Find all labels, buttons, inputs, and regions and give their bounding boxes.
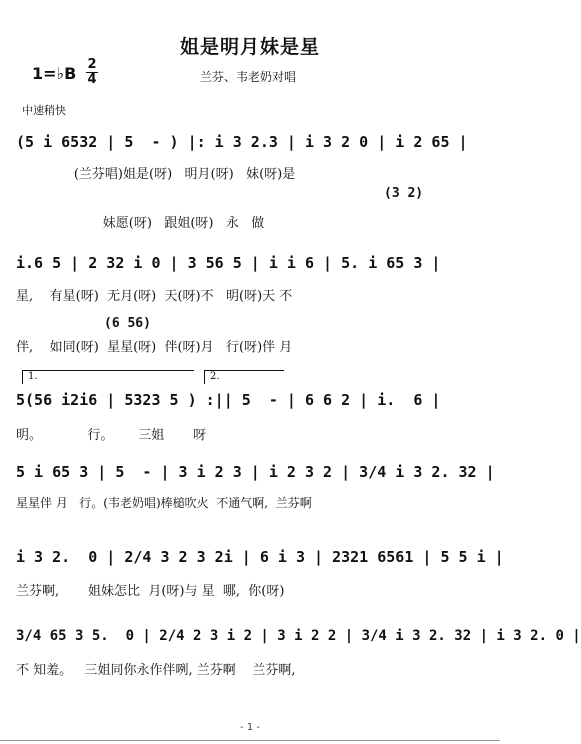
notation-line-5: i 3 2. 0 | 2/4 3 2 3 2i | 6 i 3 | 2321 6561 | 5 5 i | xyxy=(16,548,504,566)
time-signature xyxy=(86,58,98,87)
notation-line-6: 3/4 65 3 5. 0 | 2/4 2 3 i 2 | 3 i 2 2 | 3/4 i 3 2. 32 | i 3 2. 0 | xyxy=(16,628,581,644)
lyric-line-3: 明。 行。 三姐 呀 xyxy=(16,428,207,443)
volta-1-label: 1. xyxy=(28,371,38,382)
aux-notes-2: (6 56) xyxy=(104,316,151,331)
volta-1-bracket xyxy=(22,370,194,371)
lyric-line-2a: 星, 有星(呀) 无月(呀) 天(呀)不 明(呀)天 不 xyxy=(16,289,293,304)
notation-line-4: 5 i 65 3 | 5 - | 3 i 2 3 | i 2 3 2 | 3/4 i 3 2. 32 | xyxy=(16,463,495,481)
notation-line-1: (5 i 6532 | 5 - ) |: i 3 2.3 | i 3 2 0 | i 2 65 | xyxy=(16,133,468,151)
tempo-marking: 中速稍快 xyxy=(22,104,66,117)
notation-line-3: 5(56 i2i6 | 5323 5 ) :|| 5 - | 6 6 2 | i. 6 | xyxy=(16,391,441,409)
lyric-line-2b: 伴, 如同(呀) 星星(呀) 伴(呀)月 行(呀)伴 月 xyxy=(16,340,293,355)
time-sig-denominator: 4 xyxy=(87,72,97,87)
lyric-line-4: 星星伴 月 行。(韦老奶唱)棒槌吹火 不通气啊, 兰芬啊 xyxy=(16,496,312,510)
volta-2-left xyxy=(204,370,205,384)
notation-line-2: i.6 5 | 2 32 i 0 | 3 56 5 | i i 6 | 5. i 65 3 | xyxy=(16,254,441,272)
lyric-line-5: 兰芬啊, 姐妹怎比 月(呀)与 星 哪, 你(呀) xyxy=(16,584,285,599)
lyric-line-6: 不 知羞。 三姐同你永作伴咧, 兰芬啊 兰芬啊, xyxy=(16,663,296,678)
page-number: - 1 - xyxy=(240,722,260,733)
key-signature: 1=♭B xyxy=(32,64,77,83)
time-sig-numerator: 2 xyxy=(87,57,97,72)
song-title: 姐是明月妹是星 xyxy=(179,36,320,58)
page-bottom-border xyxy=(0,740,500,741)
volta-2-label: 2. xyxy=(210,371,220,382)
aux-notes-1: (3 2) xyxy=(384,186,424,201)
volta-1-left xyxy=(22,370,23,384)
singers-note: 兰芬、韦老奶对唱 xyxy=(200,70,297,84)
lyric-line-1b: 妹愿(呀) 跟姐(呀) 永 做 xyxy=(16,216,265,231)
lyric-line-1a: (兰芬唱)姐是(呀) 明月(呀) 妹(呀)是 xyxy=(16,167,296,182)
